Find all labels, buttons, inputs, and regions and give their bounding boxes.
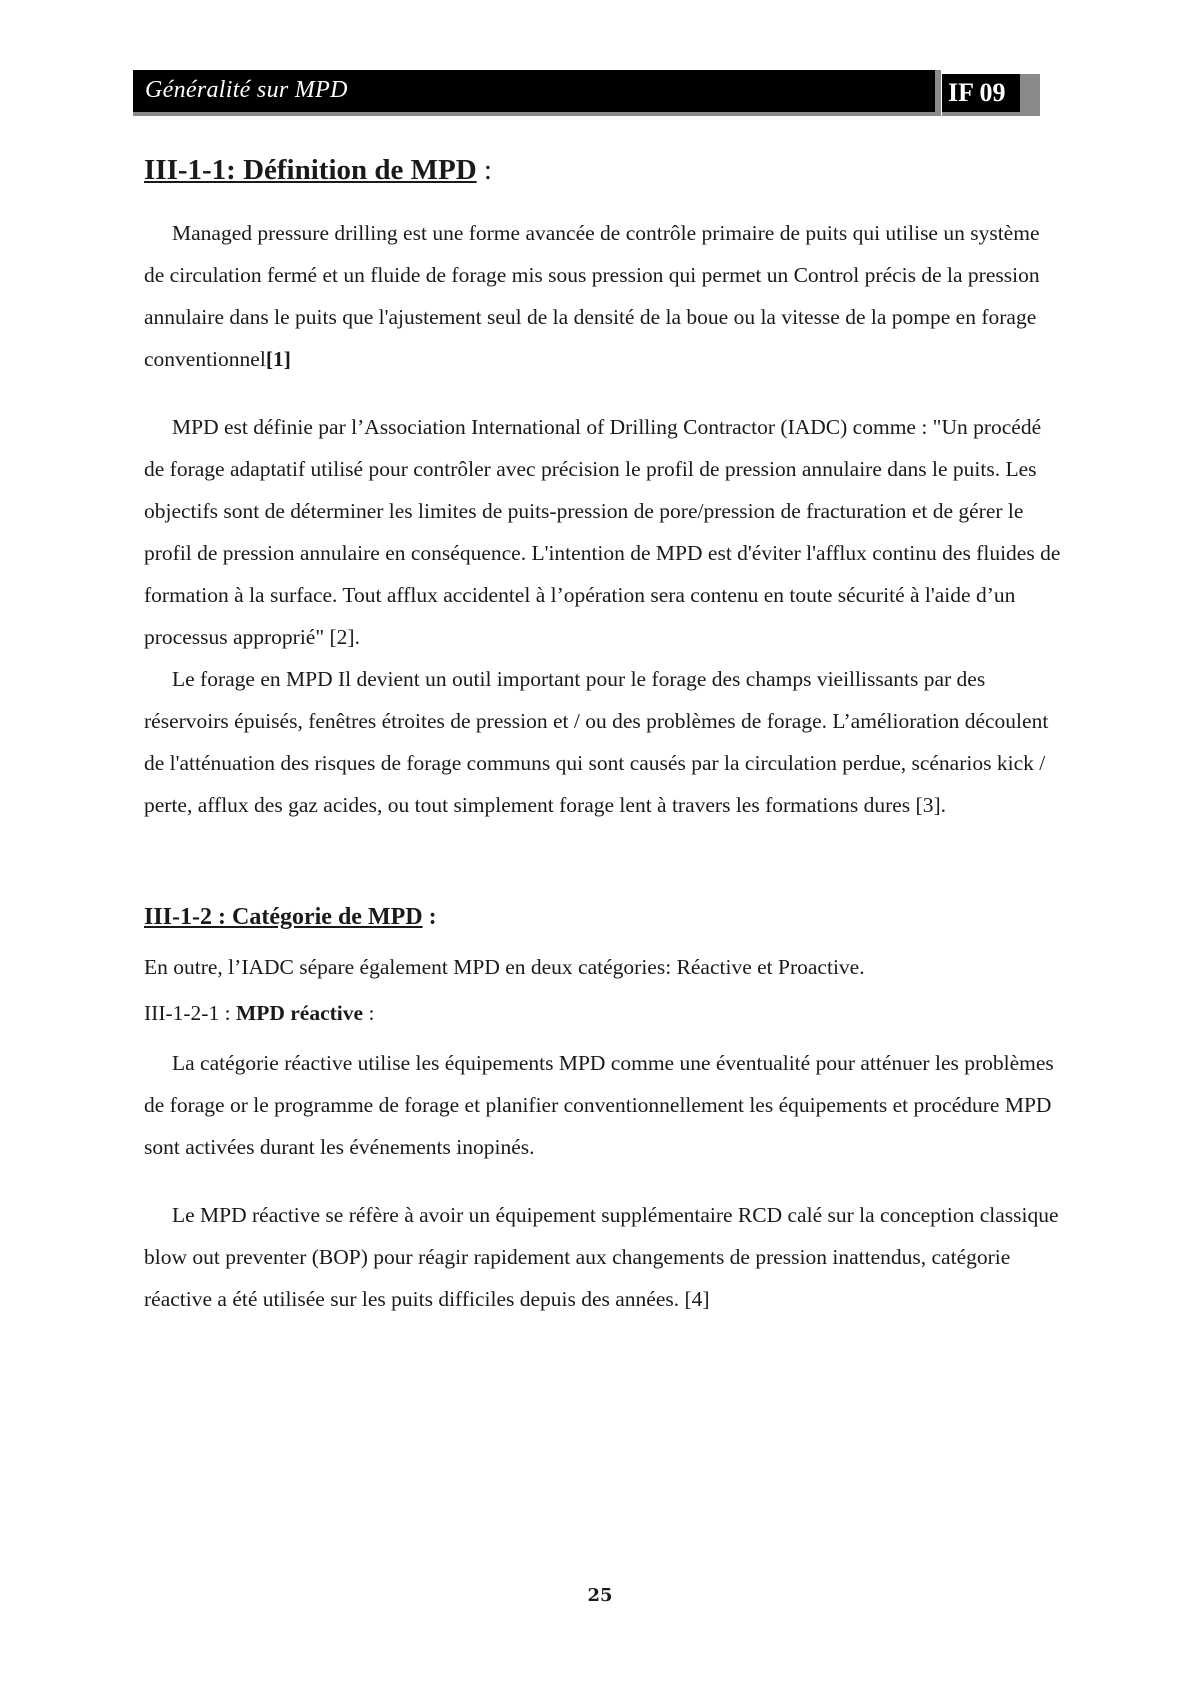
section-2-heading bbox=[144, 898, 1064, 936]
section-1-paragraph-2: MPD est définie par l’Association International of Drilling Contractor (IADC) comme : "Un procédé de forage adaptatif utilisé pour contrôler avec précision le profil de pression annulaire dans le puits. Les objectifs sont de déterminer les limites de puits-pression de pore/pression de fracturation et de gérer le profil de pression annulaire en conséquence. L'intention de MPD est d'éviter l'afflux continu des fluides de formation à la surface. Tout afflux accidentel à l’opération sera contenu en toute sécurité à l'aide d’un processus approprié" [2]. bbox=[144, 415, 1061, 649]
section-1-title: III-1-1: Définition de MPD bbox=[144, 154, 477, 186]
section-1-paragraph-1 bbox=[144, 212, 1064, 380]
subsection-heading bbox=[144, 992, 1064, 1034]
subsection-colon: : bbox=[363, 1001, 375, 1025]
subsection-prefix: III-1-2-1 : bbox=[144, 1001, 236, 1025]
page-body bbox=[144, 150, 1064, 1320]
section-2-paragraph-2: Le MPD réactive se réfère à avoir un équipement supplémentaire RCD calé sur la conception classique blow out preventer (BOP) pour réagir rapidement aux changements de pression inattendus, catégorie réactive a été utilisée sur les puits difficiles depuis des années. [4] bbox=[144, 1203, 1059, 1311]
section-1-heading bbox=[144, 150, 1064, 190]
section-1-colon: : bbox=[476, 154, 492, 186]
subsection-title: MPD réactive bbox=[235, 1001, 364, 1025]
section-1-paragraph-3: Le forage en MPD Il devient un outil important pour le forage des champs vieillissants par des réservoirs épuisés, fenêtres étroites de pression et / ou des problèmes de forage. L’amélioration découlent de l'atténuation des risques de forage communs qui sont causés par la circulation perdue, scénarios kick / perte, afflux des gaz acides, ou tout simplement forage lent à travers les formations dures [3]. bbox=[144, 667, 1049, 817]
section-2-intro: En outre, l’IADC sépare également MPD en deux catégories: Réactive et Proactive. bbox=[144, 955, 865, 979]
section-2-colon: : bbox=[422, 904, 437, 930]
section-2-paragraph-1: La catégorie réactive utilise les équipements MPD comme une éventualité pour atténuer les problèmes de forage or le programme de forage et planifier conventionnellement les équipements et procédure MPD sont activées durant les événements inopinés. bbox=[144, 1051, 1054, 1159]
header-tag bbox=[942, 74, 1040, 116]
section-2-title: III-1-2 : Catégorie de MPD bbox=[144, 904, 423, 930]
citation-1: [1] bbox=[265, 347, 291, 371]
section-1-paragraph-1-text: Managed pressure drilling est une forme avancée de contrôle primaire de puits qui utilise un système de circulation fermé et un fluide de forage mis sous pression qui permet un Control précis de la pression annulaire dans le puits que l'ajustement seul de la densité de la boue ou la vitesse de la pompe en forage conventionnel bbox=[144, 221, 1040, 371]
running-header bbox=[133, 70, 941, 116]
header-title: Généralité sur MPD bbox=[145, 77, 348, 103]
page-number: 25 bbox=[587, 1585, 613, 1606]
header-tag-label: IF 09 bbox=[948, 78, 1006, 107]
